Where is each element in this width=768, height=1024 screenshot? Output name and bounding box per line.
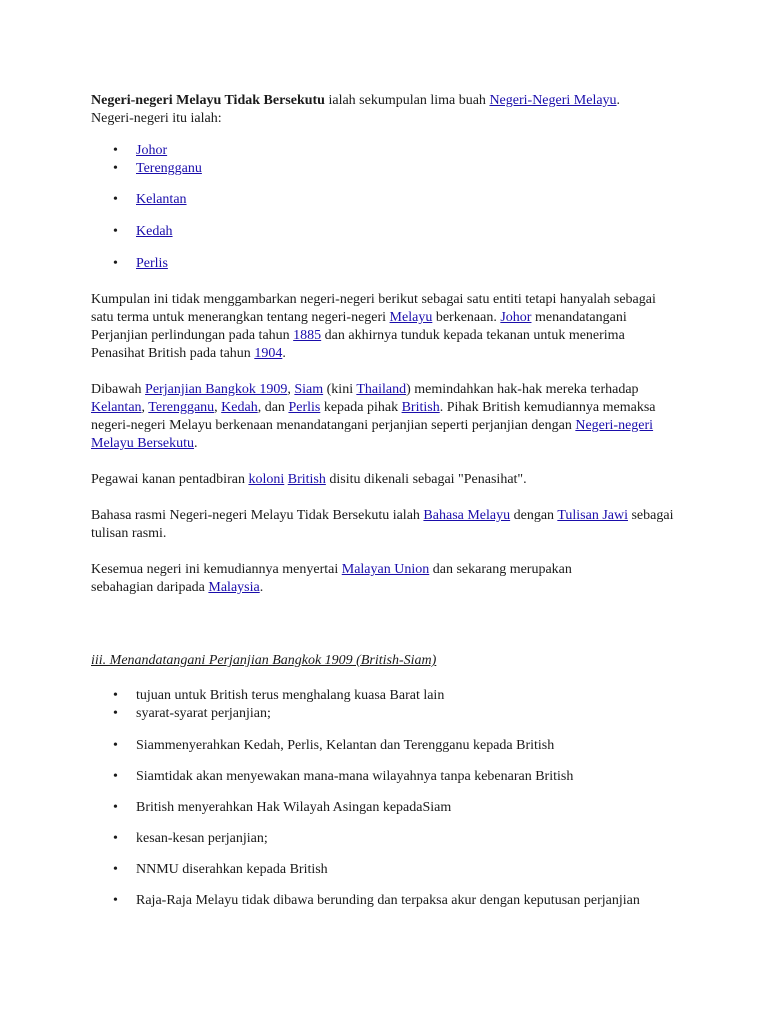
- list-item: [91, 160, 691, 178]
- link-johor-inline[interactable]: Johor: [500, 310, 532, 325]
- link-terengganu[interactable]: Terengganu: [136, 161, 202, 176]
- list-item: [91, 799, 691, 817]
- intro-text: .: [616, 93, 621, 108]
- link-koloni[interactable]: koloni: [248, 472, 285, 487]
- intro-text: ialah sekumpulan lima buah: [324, 93, 490, 108]
- intro-line2: Negeri-negeri itu ialah:: [91, 111, 222, 126]
- bullet-icon: •: [113, 192, 118, 207]
- paragraph-text: .: [259, 580, 264, 595]
- link-bahasa-melayu[interactable]: Bahasa Melayu: [423, 508, 511, 523]
- paragraph-text: Dibawah: [91, 382, 146, 397]
- section-heading: [91, 652, 691, 670]
- bullet-icon: •: [113, 893, 118, 908]
- intro-bold-title: Negeri-negeri Melayu Tidak Bersekutu: [91, 93, 325, 108]
- list-item: [91, 737, 691, 755]
- list-item: [91, 892, 691, 910]
- list-item-text: Raja-Raja Melayu tidak dibawa berunding dan terpaksa akur dengan keputusan perjanjian: [136, 893, 640, 908]
- list-item: [91, 705, 691, 723]
- intro-paragraph: [91, 92, 691, 128]
- paragraph-text: berkenaan.: [432, 310, 501, 325]
- paragraph-text: ,: [141, 400, 149, 415]
- bullet-icon: •: [113, 862, 118, 877]
- list-item: [91, 861, 691, 879]
- list-item: [91, 142, 691, 160]
- link-malayan-union[interactable]: Malayan Union: [341, 562, 430, 577]
- link-perjanjian-bangkok[interactable]: Perjanjian Bangkok 1909: [145, 382, 288, 397]
- paragraph-text: Kumpulan ini tidak menggambarkan negeri-negeri berikut sebagai satu entiti tetapi hanyalah sebagai satu terma untuk menerangkan tentang negeri-negeri: [91, 292, 656, 325]
- paragraph-text: ,: [214, 400, 222, 415]
- link-nnmb[interactable]: Negeri-negeri Melayu Bersekutu: [91, 418, 654, 451]
- link-malaysia[interactable]: Malaysia: [208, 580, 260, 595]
- list-item-text: Siamtidak akan menyewakan mana-mana wilayahnya tanpa kebenaran British: [136, 769, 574, 784]
- paragraph-text: (kini: [323, 382, 357, 397]
- link-negeri-negeri-melayu[interactable]: Negeri-Negeri Melayu: [489, 93, 617, 108]
- link-terengganu-inline[interactable]: Terengganu: [148, 400, 215, 415]
- bullet-icon: •: [113, 688, 118, 703]
- list-item: [91, 830, 691, 848]
- list-item: [91, 223, 691, 241]
- bullet-icon: •: [113, 256, 118, 271]
- bullet-icon: •: [113, 161, 118, 176]
- paragraph-text: .: [194, 436, 198, 451]
- paragraph-bahasa: [91, 507, 681, 543]
- bullet-icon: •: [113, 706, 118, 721]
- paragraph-text: Kesemua negeri ini kemudiannya menyertai: [91, 562, 342, 577]
- section-heading-text: iii. Menandatangani Perjanjian Bangkok 1909 (British-Siam): [91, 653, 437, 668]
- list-item: [91, 687, 691, 705]
- link-kelantan[interactable]: Kelantan: [136, 192, 187, 207]
- link-perlis-inline[interactable]: Perlis: [288, 400, 321, 415]
- list-item: [91, 255, 691, 273]
- bullet-icon: •: [113, 224, 118, 239]
- link-perlis[interactable]: Perlis: [136, 256, 168, 271]
- paragraph-text: , dan: [257, 400, 289, 415]
- link-british-2[interactable]: British: [287, 472, 326, 487]
- paragraph-text: Bahasa rasmi Negeri-negeri Melayu Tidak Bersekutu ialah: [91, 508, 424, 523]
- paragraph-text: Pegawai kanan pentadbiran: [91, 472, 249, 487]
- link-tulisan-jawi[interactable]: Tulisan Jawi: [557, 508, 628, 523]
- list-item-text: Siammenyerahkan Kedah, Perlis, Kelantan dan Terengganu kepada British: [136, 738, 555, 753]
- list-item-text: British menyerahkan Hak Wilayah Asingan kepadaSiam: [136, 800, 452, 815]
- paragraph-kumpulan: [91, 291, 671, 363]
- paragraph-text: menandatangani Perjanjian perlindungan pada tahun: [91, 310, 627, 343]
- document-body: [91, 92, 691, 910]
- link-thailand[interactable]: Thailand: [356, 382, 407, 397]
- link-1904[interactable]: 1904: [254, 346, 283, 361]
- link-siam[interactable]: Siam: [294, 382, 324, 397]
- paragraph-text: ) memindahkan hak-hak mereka terhadap: [406, 382, 639, 397]
- link-melayu[interactable]: Melayu: [389, 310, 433, 325]
- list-item-text: kesan-kesan perjanjian;: [136, 831, 268, 846]
- bullet-icon: •: [113, 738, 118, 753]
- paragraph-pegawai: [91, 471, 691, 489]
- list-item-text: NNMU diserahkan kepada British: [136, 862, 328, 877]
- paragraph-text: . Pihak British kemudiannya memaksa negeri-negeri Melayu berkenaan menandatangani perjanjian seperti perjanjian dengan: [91, 400, 656, 433]
- paragraph-text: ,: [287, 382, 295, 397]
- paragraph-text: .: [282, 346, 286, 361]
- list-item-text: syarat-syarat perjanjian;: [136, 706, 271, 721]
- paragraph-dibawah: [91, 381, 661, 453]
- paragraph-text: kepada pihak: [320, 400, 402, 415]
- bullet-icon: •: [113, 143, 118, 158]
- list-item: [91, 191, 691, 209]
- bullet-icon: •: [113, 831, 118, 846]
- link-johor[interactable]: Johor: [136, 143, 168, 158]
- bullet-icon: •: [113, 800, 118, 815]
- points-list: [91, 687, 691, 910]
- paragraph-text: dengan: [510, 508, 558, 523]
- link-british[interactable]: British: [401, 400, 440, 415]
- link-kedah-inline[interactable]: Kedah: [221, 400, 258, 415]
- link-1885[interactable]: 1885: [293, 328, 322, 343]
- list-item-text: tujuan untuk British terus menghalang kuasa Barat lain: [136, 688, 445, 703]
- link-kedah[interactable]: Kedah: [136, 224, 173, 239]
- paragraph-text: sebagai tulisan rasmi.: [91, 508, 674, 541]
- paragraph-kesemua: [91, 561, 631, 597]
- states-list: [91, 142, 691, 273]
- paragraph-text: dan sekarang merupakan sebahagian daripada: [91, 562, 572, 595]
- list-item: [91, 768, 691, 786]
- paragraph-text: dan akhirnya tunduk kepada tekanan untuk menerima Penasihat British pada tahun: [91, 328, 625, 361]
- link-kelantan-inline[interactable]: Kelantan: [91, 400, 142, 415]
- paragraph-text: disitu dikenali sebagai "Penasihat".: [325, 472, 527, 487]
- bullet-icon: •: [113, 769, 118, 784]
